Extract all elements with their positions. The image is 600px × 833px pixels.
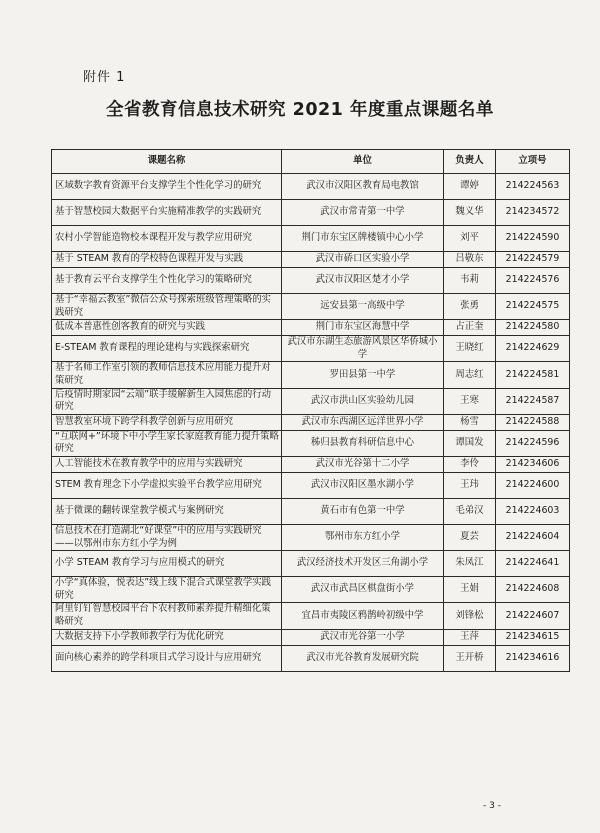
cell-topic: E-STEAM 教育课程的理论建构与实践探索研究 [52, 336, 282, 362]
cell-project-id: 214234616 [496, 645, 570, 671]
table-row [52, 603, 570, 629]
cell-project-id: 214224581 [496, 362, 570, 388]
table-row [52, 524, 570, 550]
cell-unit: 黄石市有色第一中学 [282, 498, 444, 524]
cell-leader: 王萍 [444, 629, 496, 645]
cell-topic: 人工智能技术在教育教学中的应用与实践研究 [52, 456, 282, 472]
table-row [52, 174, 570, 200]
cell-unit: 武汉市洪山区实验幼儿园 [282, 388, 444, 414]
cell-project-id: 214224576 [496, 268, 570, 294]
table-row [52, 362, 570, 388]
cell-unit: 武汉市光谷第一小学 [282, 629, 444, 645]
table-row [52, 430, 570, 456]
cell-leader: 刘平 [444, 226, 496, 252]
cell-project-id: 214224579 [496, 252, 570, 268]
cell-leader: 夏芸 [444, 524, 496, 550]
cell-project-id: 214224608 [496, 577, 570, 603]
cell-topic: 小学 STEAM 教育学习与应用模式的研究 [52, 551, 282, 577]
cell-topic: 面向核心素养的跨学科项目式学习设计与应用研究 [52, 645, 282, 671]
cell-unit: 武汉市汉阳区墨水湖小学 [282, 472, 444, 498]
table-row [52, 336, 570, 362]
cell-topic: 农村小学智能造物校本课程开发与教学应用研究 [52, 226, 282, 252]
cell-topic: 基于智慧校园大数据平台实施精准教学的实践研究 [52, 200, 282, 226]
cell-project-id: 214224575 [496, 294, 570, 320]
table-row [52, 320, 570, 336]
cell-leader: 杨雪 [444, 414, 496, 430]
cell-leader: 刘锋松 [444, 603, 496, 629]
cell-leader: 王晓红 [444, 336, 496, 362]
table-row [52, 414, 570, 430]
cell-topic: 信息技术在打造湖北“好课堂”中的应用与实践研究——以鄂州市东方红小学为例 [52, 524, 282, 550]
cell-project-id: 214224604 [496, 524, 570, 550]
cell-unit: 武汉市硚口区实验小学 [282, 252, 444, 268]
cell-topic: 阿里钉钉智慧校园平台下农村教师素养提升精细化策略研究 [52, 603, 282, 629]
cell-leader: 张勇 [444, 294, 496, 320]
cell-unit: 宜昌市夷陵区鸦鹊岭初级中学 [282, 603, 444, 629]
cell-project-id: 214234615 [496, 629, 570, 645]
cell-project-id: 214224580 [496, 320, 570, 336]
cell-unit: 武汉市汉阳区教育局电教馆 [282, 174, 444, 200]
cell-leader: 谭婷 [444, 174, 496, 200]
cell-topic: 基于名师工作室引领的教师信息技术应用能力提升对策研究 [52, 362, 282, 388]
cell-project-id: 214224607 [496, 603, 570, 629]
cell-project-id: 214224603 [496, 498, 570, 524]
cell-leader: 王娟 [444, 577, 496, 603]
cell-unit: 罗田县第一中学 [282, 362, 444, 388]
cell-topic: 基于教育云平台支撑学生个性化学习的策略研究 [52, 268, 282, 294]
cell-unit: 武汉市汉阳区楚才小学 [282, 268, 444, 294]
cell-project-id: 214224590 [496, 226, 570, 252]
cell-project-id: 214224641 [496, 551, 570, 577]
cell-leader: 毛弟汉 [444, 498, 496, 524]
cell-project-id: 214224600 [496, 472, 570, 498]
table-row [52, 629, 570, 645]
page-number: - 3 - [483, 801, 501, 811]
cell-leader: 王开桥 [444, 645, 496, 671]
column-header-topic: 课题名称 [52, 150, 282, 174]
cell-unit: 武汉市光谷教育发展研究院 [282, 645, 444, 671]
cell-leader: 韦莉 [444, 268, 496, 294]
cell-unit: 远安县第一高级中学 [282, 294, 444, 320]
cell-topic: STEM 教育理念下小学虚拟实验平台教学应用研究 [52, 472, 282, 498]
cell-unit: 荆门市东宝区牌楼镇中心小学 [282, 226, 444, 252]
cell-project-id: 214224588 [496, 414, 570, 430]
table-row [52, 472, 570, 498]
cell-unit: 武汉市常青第一中学 [282, 200, 444, 226]
project-list-table [51, 149, 570, 672]
table-row [52, 252, 570, 268]
table-row [52, 226, 570, 252]
cell-topic: 基于 STEAM 教育的学校特色课程开发与实践 [52, 252, 282, 268]
cell-project-id: 214234572 [496, 200, 570, 226]
cell-leader: 李伶 [444, 456, 496, 472]
cell-unit: 武汉经济技术开发区三角湖小学 [282, 551, 444, 577]
table-body [52, 174, 570, 672]
column-header-leader: 负责人 [444, 150, 496, 174]
cell-unit: 荆门市东宝区海慧中学 [282, 320, 444, 336]
cell-leader: 吕敬东 [444, 252, 496, 268]
document-title: 全省教育信息技术研究 2021 年度重点课题名单 [106, 100, 494, 120]
cell-topic: “互联网+”环境下中小学生家长家庭教育能力提升策略研究 [52, 430, 282, 456]
cell-topic: 低成本普惠性创客教育的研究与实践 [52, 320, 282, 336]
attachment-label: 附件 1 [83, 70, 126, 85]
cell-unit: 武汉市东西湖区远洋世界小学 [282, 414, 444, 430]
cell-project-id: 214224596 [496, 430, 570, 456]
cell-leader: 朱凤江 [444, 551, 496, 577]
table-row [52, 498, 570, 524]
cell-topic: 后疫情时期家园“云端”联手缓解新生入园焦虑的行动研究 [52, 388, 282, 414]
cell-unit: 秭归县教育科研信息中心 [282, 430, 444, 456]
cell-leader: 周志红 [444, 362, 496, 388]
cell-leader: 占正奎 [444, 320, 496, 336]
column-header-unit: 单位 [282, 150, 444, 174]
table-row [52, 456, 570, 472]
cell-project-id: 214224587 [496, 388, 570, 414]
cell-leader: 谭国发 [444, 430, 496, 456]
cell-project-id: 214224629 [496, 336, 570, 362]
cell-topic: 基于“幸福云教室”微信公众号探索班级管理策略的实践研究 [52, 294, 282, 320]
cell-topic: 大数据支持下小学教师教学行为优化研究 [52, 629, 282, 645]
column-header-id: 立项号 [496, 150, 570, 174]
cell-topic: 区域数字教育资源平台支撑学生个性化学习的研究 [52, 174, 282, 200]
table-row [52, 577, 570, 603]
cell-project-id: 214224563 [496, 174, 570, 200]
cell-unit: 武汉市东湖生态旅游风景区华侨城小学 [282, 336, 444, 362]
table-header-row [52, 150, 570, 174]
table-row [52, 268, 570, 294]
cell-leader: 魏义华 [444, 200, 496, 226]
cell-project-id: 214234606 [496, 456, 570, 472]
cell-unit: 鄂州市东方红小学 [282, 524, 444, 550]
cell-leader: 王玮 [444, 472, 496, 498]
table-row [52, 388, 570, 414]
table-row [52, 551, 570, 577]
table-row [52, 200, 570, 226]
cell-topic: 小学“真体验，悦表达”线上线下混合式课堂教学实践研究 [52, 577, 282, 603]
cell-unit: 武汉市光谷第十二小学 [282, 456, 444, 472]
cell-unit: 武汉市武昌区棋盘街小学 [282, 577, 444, 603]
table-row [52, 645, 570, 671]
cell-leader: 王寒 [444, 388, 496, 414]
cell-topic: 智慧教室环境下跨学科教学创新与应用研究 [52, 414, 282, 430]
cell-topic: 基于微课的翻转课堂教学模式与案例研究 [52, 498, 282, 524]
table-row [52, 294, 570, 320]
